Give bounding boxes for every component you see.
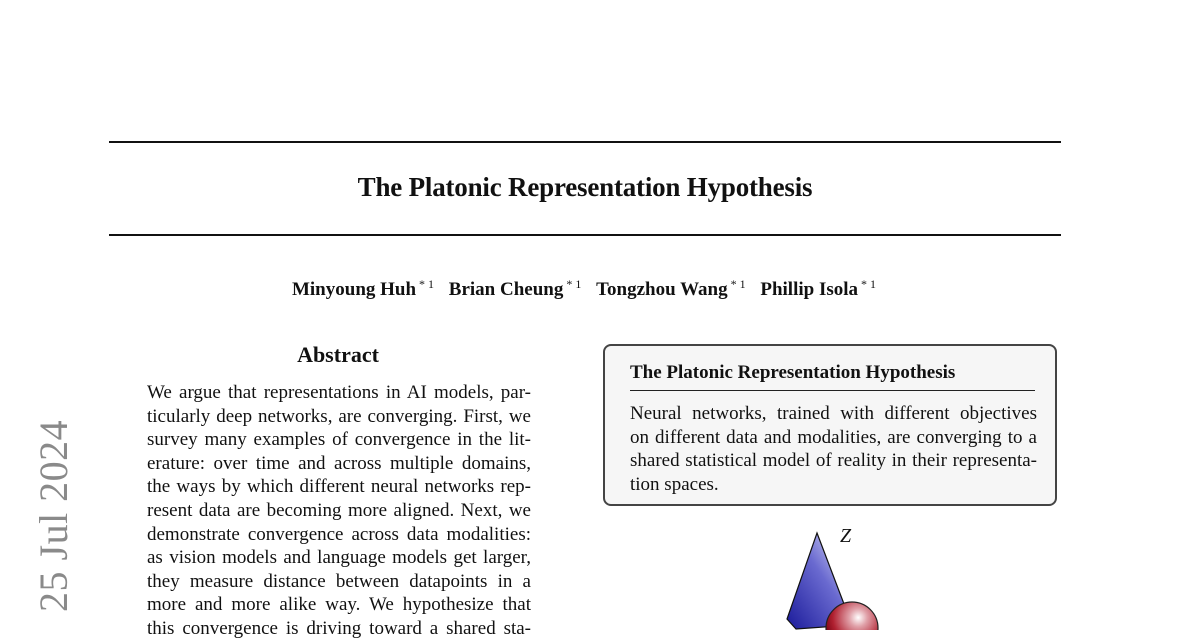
abstract-line: as vision models and language models get larger, [147,547,531,569]
top-rule [109,141,1061,143]
author: Minyoung Huh $^{* 1}$ [291,277,435,300]
abstract-line: resent data are becoming more aligned. Next, we [147,499,531,521]
abstract-heading: Abstract [297,342,379,367]
author: Phillip Isola $^{* 1}$ [760,277,877,300]
z-axis-label: Z [840,525,852,547]
abstract-body [147,381,531,641]
abstract-line: this convergence is driving toward a shared sta- [147,617,531,639]
hypothesis-line: shared statistical model of reality in their representa- [630,450,1037,471]
abstract-line: ticularly deep networks, are converging. First, we [147,405,531,427]
author: Brian Cheung $^{* 1}$ [448,277,582,300]
author-list [0,277,1168,301]
abstract-line: they measure distance between datapoints in a [147,570,531,592]
title-bottom-rule [109,234,1061,236]
hypothesis-text [630,402,1037,496]
hypothesis-box [603,344,1057,506]
author: Tongzhou Wang $^{* 1}$ [596,277,746,300]
abstract-line: We argue that representations in AI models, par- [147,382,531,403]
abstract-line: erature: over time and across multiple domains, [147,452,531,474]
hypothesis-line: Neural networks, trained with different objectives [630,403,1037,424]
hypothesis-line: tion spaces. [630,473,719,495]
paper-title: The Platonic Representation Hypothesis [357,172,813,202]
abstract-line: the ways by which different neural networks rep- [147,476,531,498]
hypothesis-line: on different data and modalities, are converging to a [630,426,1037,448]
arxiv-date-stamp: 25 Jul 2024 [31,419,76,612]
hypothesis-divider [630,390,1035,391]
abstract-line: survey many examples of convergence in the lit- [147,429,531,451]
abstract-line: demonstrate convergence across data modalities: [147,523,531,545]
abstract-line: more and more alike way. We hypothesize that [147,594,531,616]
hypothesis-title: The Platonic Representation Hypothesis [630,362,956,383]
